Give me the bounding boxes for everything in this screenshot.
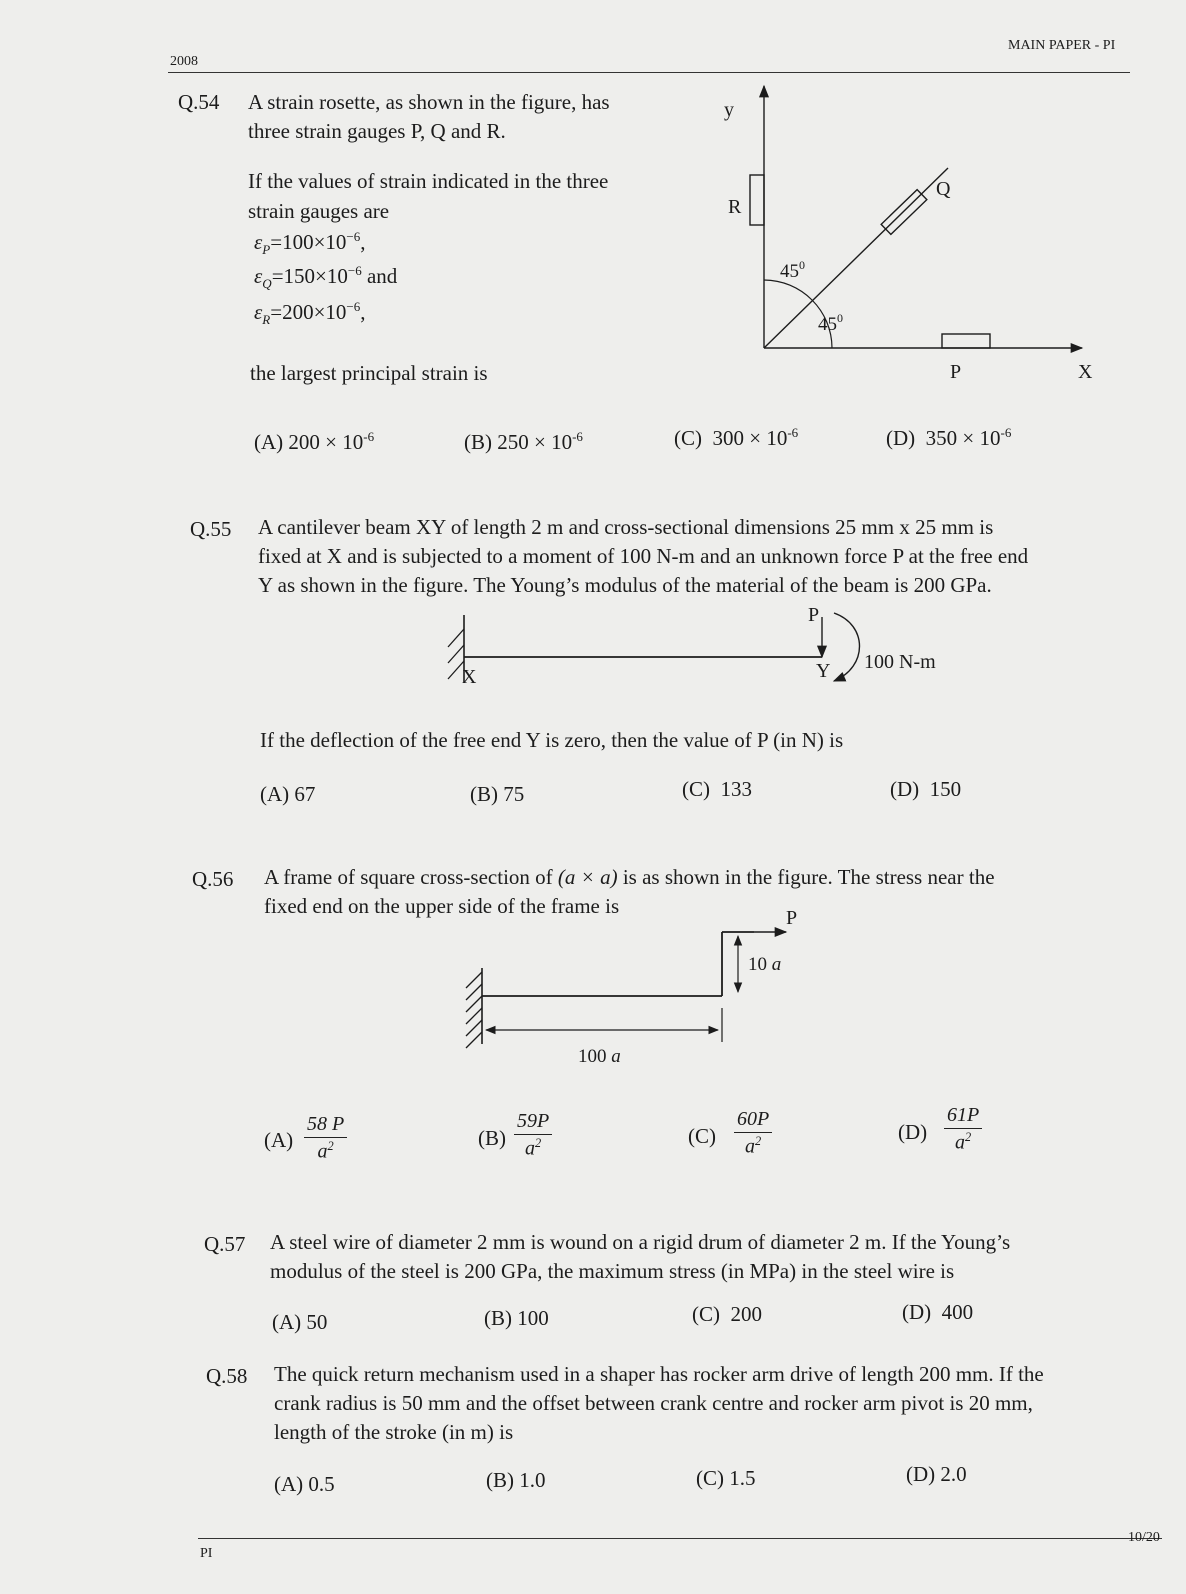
q55-number: Q.55: [190, 517, 232, 541]
wall-hatching: [466, 972, 482, 1048]
q58-option-b[interactable]: (B) 1.0: [486, 1468, 546, 1492]
q54-option-b[interactable]: (B) $250 \times 10^{-6}$: [464, 429, 583, 454]
q54-text-5: the largest principal strain is: [250, 361, 488, 385]
label-p: P: [950, 361, 962, 383]
q55-line-3: Y as shown in the figure. The Young’s modulus of the material of the beam is 200 GPa.: [258, 573, 992, 597]
q57-line-2: modulus of the steel is 200 GPa, the maximum stress (in MPa) in the steel wire is: [270, 1259, 955, 1283]
moment-arrow: [834, 613, 860, 681]
q58-line-1: The quick return mechanism used in a shaper has rocker arm drive of length 200 mm. If the: [274, 1362, 1044, 1386]
q58-option-d[interactable]: (D) 2.0: [906, 1462, 967, 1486]
q56-option-a-fraction[interactable]: $\frac{58 P}{a^2}$: [304, 1113, 347, 1164]
q54-strain-q: $\varepsilon_Q=150\times 10^{-6}$ and: [254, 263, 398, 292]
footer-rule: [198, 1538, 1162, 1539]
q55-cantilever-figure: [430, 605, 950, 715]
q56-option-a-label[interactable]: (A): [264, 1128, 294, 1152]
header-year: 2008: [170, 54, 198, 69]
q54-rosette-figure: [720, 80, 1120, 400]
q56-number: Q.56: [192, 867, 234, 891]
label-angle-1: $45^0$: [780, 258, 805, 282]
q55-option-c[interactable]: (C) 133: [682, 777, 752, 801]
header-rule: [168, 72, 1130, 73]
label-x: X: [462, 666, 477, 688]
footer-page: 10/20: [1128, 1530, 1160, 1545]
gauge-r: [750, 175, 764, 225]
header-paper: MAIN PAPER - PI: [1008, 38, 1116, 53]
q55-line-1: A cantilever beam XY of length 2 m and cross-sectional dimensions 25 mm x 25 mm is: [258, 515, 994, 539]
q54-option-c[interactable]: (C) $300 \times 10^{-6}$: [674, 425, 799, 450]
q54-text-1: A strain rosette, as shown in the figure, has: [248, 90, 610, 114]
q55-line-2: fixed at X and is subjected to a moment of 100 N-m and an unknown force P at the free end: [258, 544, 1029, 568]
q54-text-4: strain gauges are: [248, 199, 390, 223]
q54-number: Q.54: [178, 90, 220, 114]
q58-line-2: crank radius is 50 mm and the offset between crank centre and rocker arm pivot is 20 mm,: [274, 1391, 1033, 1415]
label-length: 100 a: [578, 1046, 621, 1067]
q55-question: If the deflection of the free end Y is zero, then the value of P (in N) is: [260, 728, 844, 752]
q56-option-b-fraction[interactable]: $\frac{59P}{a^2}$: [514, 1110, 552, 1161]
q54-option-a[interactable]: (A) $200 \times 10^{-6}$: [254, 429, 375, 454]
q56-line-1: A frame of square cross-section of (a × a) is as shown in the figure. The stress near the: [264, 865, 995, 889]
q57-number: Q.57: [204, 1232, 246, 1256]
angle-arc-1: [764, 280, 812, 300]
q55-option-b[interactable]: (B) 75: [470, 782, 525, 806]
footer-code: PI: [200, 1546, 213, 1561]
label-angle-2: $45^0$: [818, 311, 843, 335]
label-q: Q: [936, 178, 951, 200]
q54-strain-p: $\varepsilon_P=100\times 10^{-6}$,: [254, 229, 366, 258]
q55-option-a[interactable]: (A) 67: [260, 782, 316, 806]
q58-option-c[interactable]: (C) 1.5: [696, 1466, 756, 1490]
q58-number: Q.58: [206, 1364, 248, 1388]
q54-text-2: three strain gauges P, Q and R.: [248, 119, 506, 143]
q57-option-d[interactable]: (D) 400: [902, 1300, 974, 1324]
q57-option-c[interactable]: (C) 200: [692, 1302, 762, 1326]
label-x: X: [1078, 361, 1093, 383]
label-height: 10 a: [748, 954, 782, 975]
q56-option-c-label[interactable]: (C): [688, 1124, 716, 1148]
q56-line-2: fixed end on the upper side of the frame is: [264, 894, 620, 918]
q54-text-3: If the values of strain indicated in the three: [248, 169, 609, 193]
q58-option-a[interactable]: (A) 0.5: [274, 1472, 335, 1496]
q57-line-1: A steel wire of diameter 2 mm is wound on a rigid drum of diameter 2 m. If the Young’s: [270, 1230, 1011, 1254]
q56-option-c-fraction[interactable]: $\frac{60P}{a^2}$: [734, 1108, 772, 1159]
label-y: Y: [816, 660, 831, 682]
q56-option-d-fraction[interactable]: $\frac{61P}{a^2}$: [944, 1104, 982, 1155]
q55-option-d[interactable]: (D) 150: [890, 777, 962, 801]
q56-option-d-label[interactable]: (D): [898, 1120, 928, 1144]
label-moment: 100 N-m: [864, 651, 936, 673]
label-p: P: [786, 907, 798, 929]
gauge-p: [942, 334, 990, 348]
rosette-diagonal: [764, 168, 948, 348]
label-r: R: [728, 196, 742, 218]
q57-option-b[interactable]: (B) 100: [484, 1306, 549, 1330]
q56-option-b-label[interactable]: (B): [478, 1126, 506, 1150]
q54-option-d[interactable]: (D) $350 \times 10^{-6}$: [886, 425, 1012, 450]
label-y: y: [724, 99, 734, 121]
q54-strain-r: $\varepsilon_R=200\times 10^{-6}$,: [254, 299, 366, 328]
label-p: P: [808, 604, 820, 626]
q58-line-3: length of the stroke (in m) is: [274, 1420, 514, 1444]
q57-option-a[interactable]: (A) 50: [272, 1310, 328, 1334]
q56-frame-figure: [460, 907, 840, 1067]
